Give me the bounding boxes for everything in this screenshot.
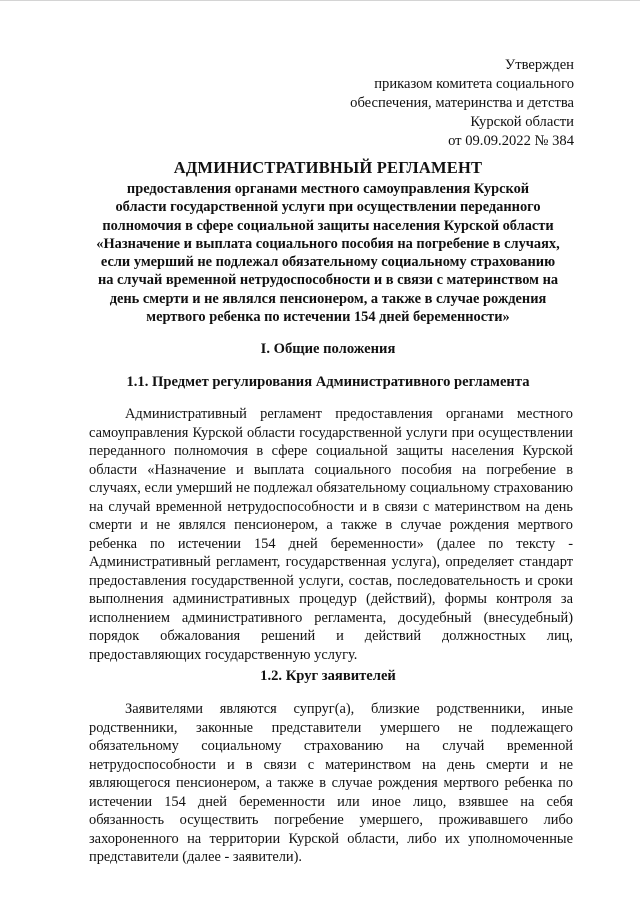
approval-line: Утвержден <box>504 57 574 73</box>
document-title: АДМИНИСТРАТИВНЫЙ РЕГЛАМЕНТ <box>173 158 483 177</box>
section-heading-applicants: 1.2. Круг заявителей <box>260 668 396 684</box>
applicants-paragraph-text: Заявителями являются супруг(а), близкие родственники, иные родственники, законные представители умершего не подлежащего обязательному социальному страхованию на случай временной нетрудоспособности и в связи с материнством на день смерти и не являющегося пенсионером, а также в случае рождения мертвого ребенка по истечении 154 дней беременности или иное лицо, взявшее на себя обязанность осуществить погребение умершего, проживавшего либо захороненного на территории Курской области, либо их уполномоченные представители (далее - заявители). <box>89 701 573 865</box>
document-subtitle <box>80 180 576 326</box>
scan-top-border <box>0 0 640 4</box>
approval-line: Курской области <box>470 114 574 130</box>
section-heading-subject: 1.1. Предмет регулирования Административного регламента <box>126 374 530 390</box>
subtitle-line: день смерти и не являлся пенсионером, а также в случае рождения <box>109 290 547 307</box>
approval-stamp <box>350 56 574 151</box>
approval-line: от 09.09.2022 № 384 <box>448 133 574 149</box>
subtitle-line: области государственной услуги при осуществлении переданного <box>115 199 541 216</box>
subject-paragraph-text: Административный регламент предоставления органами местного самоуправления Курской области государственной услуги при осуществлении переданного полномочия в сфере социальной защиты населения Курской области «Назначение и выплата социального пособия на погребение в случаях, если умерший не подлежал обязательному социальному страхованию на случай временной нетрудоспособности и в связи с материнством на день смерти и не являлся пенсионером, а также в случае рождения мертвого ребенка по истечении 154 дней беременности» (далее по тексту - Административный регламент, государственная услуга), определяет стандарт предоставления государственной услуги, состав, последовательность и сроки выполнения административных процедур (действий), формы контроля за исполнением административного регламента, досудебный (внесудебный) порядок обжалования решений и действий должностных лиц, предоставляющих государственную услугу. <box>89 406 573 663</box>
subtitle-line: полномочия в сфере социальной защиты населения Курской области <box>102 217 554 234</box>
approval-line: приказом комитета социального <box>374 76 574 92</box>
subtitle-line: мертвого ребенка по истечении 154 дней беременности» <box>146 309 510 326</box>
subtitle-line: на случай временной нетрудоспособности и в связи с материнством на <box>97 272 559 289</box>
subtitle-line: если умерший не подлежал обязательному социальному страхованию <box>100 254 556 271</box>
applicants-paragraph <box>89 700 573 867</box>
approval-line: обеспечения, материнства и детства <box>350 95 574 111</box>
subtitle-line: предоставления органами местного самоуправления Курской <box>126 181 530 197</box>
document-title-block <box>80 157 576 326</box>
subject-paragraph <box>89 405 573 664</box>
subtitle-line: «Назначение и выплата социального пособия на погребение в случаях, <box>96 235 560 252</box>
section-heading-general: I. Общие положения <box>260 341 396 357</box>
